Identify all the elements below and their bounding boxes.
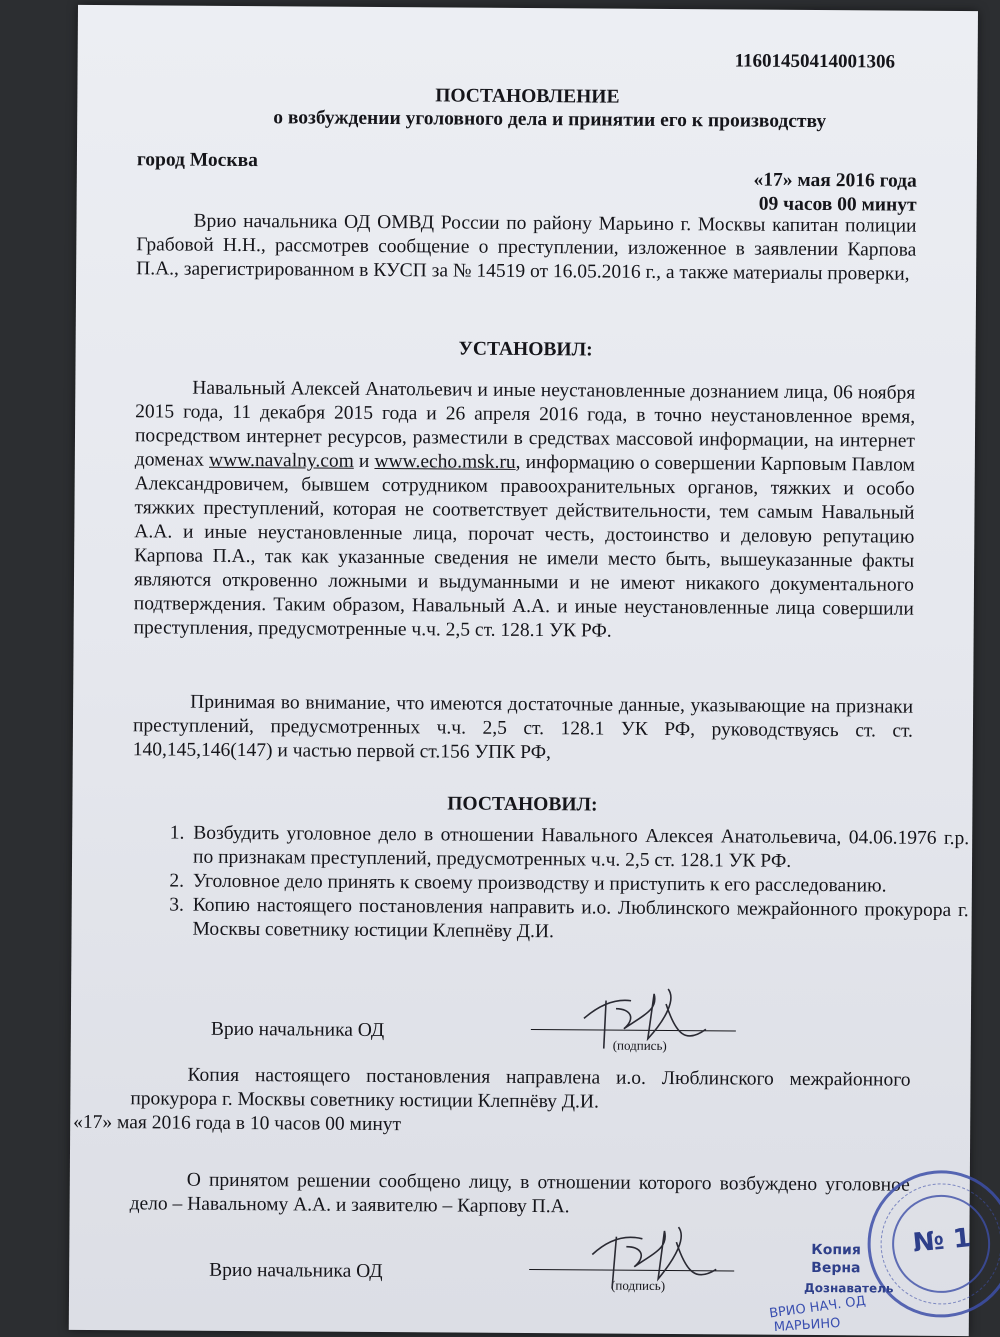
signatory-label-2: Врио начальника ОД (209, 1259, 383, 1283)
signatory-label: Врио начальника ОД (210, 1018, 385, 1042)
stamp-officer-label: Дознаватель (804, 1280, 894, 1296)
stamp-copy-label: Копия (811, 1242, 861, 1259)
resolution-item-3: 3. Копию настоящего постановления направить и.о. Люблинского межрайонного прокурора г. Москвы советнику юстиции Клепнёву Д.И. (188, 894, 968, 947)
link-echo[interactable]: www.echo.msk.ru (374, 450, 516, 473)
resolution-item-1: 1. Возбудить уголовное дело в отношении Навального Алексея Анатольевича, 04.06.1976 г.р. по признакам преступлений, предусмотренных ч.ч. 2,5 ст. 128.1 УК РФ. (189, 822, 969, 875)
stamp-verified-label: Верна (811, 1260, 861, 1277)
considering-paragraph: Принимая во внимание, что имеются достаточные данные, указывающие на признаки преступлений, предусмотренных ч.ч. 2,5 ст. 128.1 УК РФ, руководствуясь ст. ст. 140,145,146(147) и частью первой ст.156 УПК РФ, (132, 691, 914, 764)
copy-sent-date: «17» мая 2016 года в 10 часов 00 минут (73, 1111, 402, 1136)
document-title: ПОСТАНОВЛЕНИЕ (435, 85, 620, 108)
intro-paragraph: Врио начальника ОД ОМВД России по району Марьино г. Москвы капитан полиции Грабовой Н.Н., рассмотрев сообщение о преступлении, изложенное в заявлении Карпова П.А., зарегистрированном в КУСП за № 14519 от 16.05.2016 г., а также материалы проверки, (136, 210, 917, 285)
notified-paragraph: О принятом решении сообщено лицу, в отношении которого возбуждено уголовное дело – Навальному А.А. и заявителю – Карпову П.А. (129, 1169, 910, 1218)
city: город Москва (136, 149, 258, 172)
established-text-1: Навальный Алексей Анатольевич и иные неустановленные дознанием лица, 06 ноября 2015 года, 11 декабря 2015 года и 26 апреля 2016 года, в точно неустановленное время, посредством интернет ресурсов, разместили в средствах массовой информации, на интернет доменах (134, 377, 916, 471)
signature-caption-2: (подпись) (611, 1277, 666, 1293)
resolution-item-2: 2. Уголовное дело принять к своему производству и приступить к его расследованию. (189, 870, 969, 899)
resolution-list (131, 821, 969, 947)
copy-sent-text: Копия настоящего постановления направлена и.о. Люблинского межрайонного прокурора г. Москвы советнику юстиции Клепнёву Д.И. (130, 1064, 911, 1113)
signature-caption: (подпись) (612, 1037, 667, 1053)
official-stamp (854, 1161, 1000, 1331)
handwritten-note-1: ВРИО НАЧ. ОД (768, 1293, 867, 1322)
link-navalny[interactable]: www.navalny.com (209, 449, 354, 472)
established-paragraph (134, 376, 916, 645)
established-and: и (353, 450, 375, 472)
document-sheet (69, 5, 978, 1336)
handwritten-note-2: МАРЬИНО (773, 1315, 841, 1336)
document-subtitle: о возбуждении уголовного дела и принятии его к производству (273, 107, 827, 133)
copy-sent-paragraph (73, 1063, 911, 1140)
signature-1 (576, 978, 727, 1059)
established-text-2: , информацию о совершении Карповым Павлом Александровичем, бывшем сотрудником правоохранительных органов, тяжких и особо тяжких преступлений, которая не соответствует действительности, тем самым Навальный А.А. и иные неустановленные лица, порочат честь, достоинство и деловую репутацию Карпова П.А., так как указанные сведения не имели место быть, вышеуказанные факты являются откровенно ложными и выдуманными и не имеют никакого документального подтверждения. Таким образом, Навальный А.А. и иные неустановленные лица совершили преступления, предусмотренные ч.ч. 2,5 ст. 128.1 УК РФ. (133, 451, 915, 642)
document-time: 09 часов 00 минут (758, 193, 917, 216)
document-date: «17» мая 2016 года (753, 169, 917, 192)
case-number: 11601450414001306 (734, 50, 896, 73)
stamp-number: № 1 (911, 1223, 973, 1259)
heading-established: УСТАНОВИЛ: (458, 338, 593, 361)
heading-resolved: ПОСТАНОВИЛ: (447, 793, 598, 816)
signature-2 (584, 1216, 735, 1297)
